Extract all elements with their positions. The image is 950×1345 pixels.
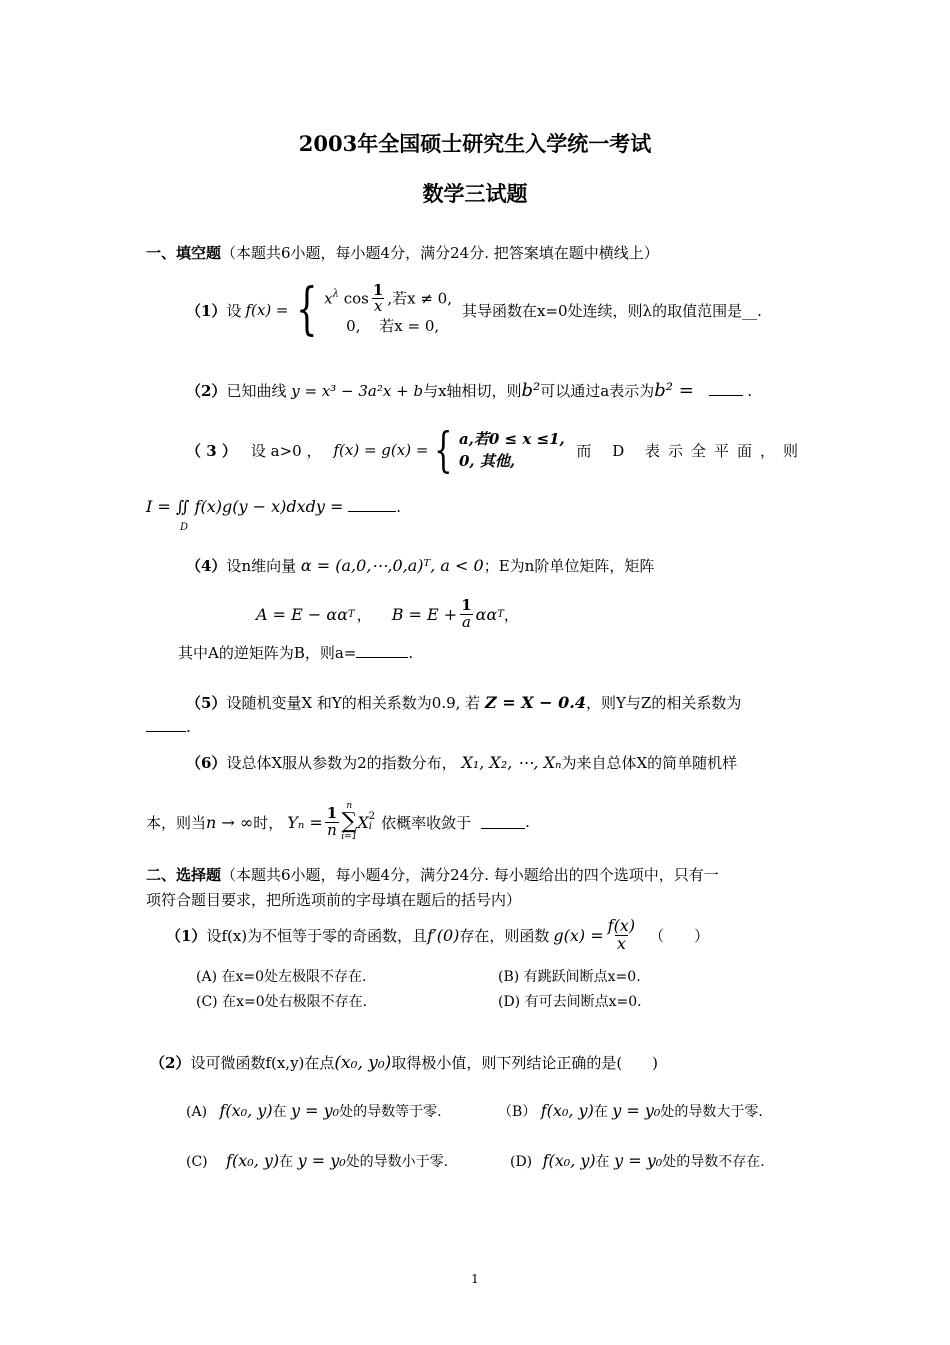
- matrix-B-tail: αα: [475, 604, 498, 624]
- question-text: 取得极小值，则下列结论正确的是( ): [391, 1054, 659, 1072]
- option-c[interactable]: (C) 在x=0处右极限不存在.: [196, 994, 368, 1010]
- summation: [341, 802, 357, 842]
- option-f: f(x₀, y): [219, 1101, 273, 1120]
- case2-condition: 若x = 0,: [379, 317, 440, 335]
- section2-note: （本题共6小题，每小题4分，满分24分. 每小题给出的四个选项中，只有一: [221, 866, 719, 884]
- frac-den: x: [616, 933, 626, 953]
- option-y: y = y₀: [297, 1151, 346, 1170]
- answer-blank[interactable]: [146, 719, 186, 732]
- s2-question-2: [150, 1052, 658, 1073]
- period: .: [525, 813, 530, 831]
- piecewise-cases: [459, 428, 565, 473]
- frac-den: x: [373, 297, 383, 316]
- question-text: 存在，则函数: [459, 926, 550, 945]
- yn-expr: Yₙ =: [287, 812, 323, 832]
- case1-condition: ,若x ≠ 0,: [387, 288, 452, 307]
- function-lhs: f(x) =: [245, 301, 289, 319]
- s1-question-2: [186, 380, 752, 401]
- x-term: X: [357, 812, 369, 832]
- question-number: （6）: [186, 754, 227, 772]
- case1-exponent: λ: [332, 287, 339, 299]
- option-y: y = y₀: [612, 1101, 661, 1120]
- s1-question-4: [186, 555, 654, 576]
- section1-note: （本题共6小题，每小题4分，满分24分. 把答案填在题中横线上）: [221, 244, 659, 262]
- question-number: （4）: [186, 557, 227, 575]
- question-text: 设随机变量X 和Y的相关系数为0.9, 若: [226, 694, 481, 712]
- option-mid: 在: [279, 1154, 294, 1170]
- s1-question-5: [186, 692, 741, 713]
- question-number: （5）: [186, 694, 227, 712]
- question-text: 设总体X服从参数为2的指数分布，: [226, 754, 457, 772]
- case-2: [324, 315, 452, 338]
- section2-heading: 二、选择题: [146, 866, 222, 884]
- integral-expr: I = ∬ f(x)g(y − x)dxdy =: [146, 497, 344, 516]
- gx-expr: g(x) =: [553, 925, 604, 945]
- period: .: [396, 498, 402, 516]
- fraction: [459, 598, 473, 631]
- case-2: 0, 其他,: [458, 452, 516, 470]
- option-d[interactable]: [510, 1151, 765, 1171]
- exam-subtitle: 数学三试题: [422, 181, 528, 206]
- point-expr: (x₀, y₀): [334, 1053, 392, 1073]
- option-label: (D): [510, 1154, 533, 1170]
- frac-num: 1: [461, 596, 472, 614]
- frac-num: f(x): [607, 916, 636, 935]
- s2-question-1: [166, 918, 709, 953]
- s1-question-4-line2: [178, 642, 413, 663]
- option-label: (C): [186, 1154, 208, 1170]
- vector-expr: α = (a,0,⋯,0,a)ᵀ, a < 0: [300, 556, 484, 575]
- transpose-sup: T: [497, 608, 504, 620]
- option-y: y = y₀: [614, 1151, 663, 1170]
- question-number: （1）: [166, 926, 207, 945]
- option-tail: 处的导数不存在.: [662, 1154, 765, 1170]
- left-brace: {: [295, 277, 318, 342]
- fraction: [325, 803, 339, 839]
- question-text: ，则Y与Z的相关系数为: [586, 694, 742, 712]
- exam-title: 2003年全国硕士研究生入学统一考试: [298, 131, 652, 156]
- question-text: 为来自总体X的简单随机样: [561, 754, 738, 772]
- curve-expr: y = x³ − 3a²x + b: [291, 382, 424, 400]
- option-c[interactable]: [186, 1151, 448, 1171]
- b-squared-eq: b² =: [654, 380, 694, 401]
- left-brace: {: [434, 422, 453, 478]
- option-label: (A): [186, 1104, 208, 1120]
- question-text: ；E为n阶单位矩阵，矩阵: [483, 557, 655, 575]
- option-y: y = y₀: [291, 1101, 340, 1120]
- section1-heading: 一、填空题: [146, 244, 222, 262]
- question-text: 而 D 表示全平面，则: [576, 441, 806, 460]
- z-expr: Z = X − 0.4: [484, 693, 586, 712]
- matrix-A: A = E − αα: [256, 604, 348, 624]
- question-text: 依概率收敛于: [381, 813, 472, 832]
- integral-domain: D: [180, 522, 189, 533]
- option-f: f(x₀, y): [226, 1151, 280, 1170]
- question-text: 设 a>0 ，: [250, 441, 322, 460]
- question-text: 时，: [253, 813, 284, 832]
- s1-question-3: [186, 422, 806, 478]
- comma: ，: [503, 605, 519, 624]
- question-number: （2）: [150, 1054, 191, 1072]
- question-text: 本，则当: [146, 813, 207, 832]
- case1-base: x: [324, 288, 333, 307]
- sum-lower: i=1: [341, 832, 358, 842]
- option-b[interactable]: [498, 1101, 763, 1121]
- s1-question-6-line2: [146, 802, 530, 842]
- question-number: （1）: [186, 301, 227, 320]
- case1-fraction: [371, 280, 385, 316]
- question-number: （ 3 ）: [186, 441, 237, 460]
- sum-upper: n: [346, 801, 353, 811]
- question-text-post: 其导函数在x=0处连续，则λ的取值范围是__.: [461, 301, 762, 320]
- frac-num: 1: [372, 280, 384, 299]
- function-expr: f(x) = g(x) =: [333, 441, 429, 459]
- s1-question-5-blank: [146, 718, 191, 736]
- option-f: f(x₀, y): [540, 1101, 594, 1120]
- answer-blank[interactable]: [356, 645, 408, 658]
- answer-blank[interactable]: [348, 499, 396, 512]
- s1-question-4-matrices: A = E − αα T ， B = E + $\frac{1}{a}$ αα T ，: [256, 596, 519, 631]
- option-f: f(x₀, y): [542, 1151, 596, 1170]
- fraction: [606, 918, 637, 953]
- option-b[interactable]: (B) 有跳跃间断点x=0.: [498, 969, 641, 985]
- s1-question-6: [186, 752, 737, 773]
- option-tail: 处的导数等于零.: [339, 1104, 442, 1120]
- question-text: 其中A的逆矩阵为B，则a=: [178, 644, 357, 662]
- question-text: 设可微函数f(x,y)在点: [190, 1054, 335, 1072]
- option-a[interactable]: (A) 在x=0处左极限不存在.: [196, 969, 367, 985]
- sample-expr: X₁, X₂, ⋯, Xₙ: [461, 753, 562, 772]
- answer-paren[interactable]: （ ）: [649, 926, 710, 945]
- piecewise-cases: [324, 280, 452, 338]
- page-number: 1: [471, 1272, 479, 1286]
- question-text: 设n维向量: [226, 557, 297, 575]
- frac-den: n: [327, 820, 337, 839]
- section1-header: [146, 242, 659, 263]
- option-a[interactable]: [186, 1101, 442, 1121]
- question-text: 与x轴相切，则: [423, 382, 522, 400]
- s1-question-3-integral: [146, 497, 401, 516]
- answer-blank[interactable]: [709, 383, 743, 396]
- section2-header: [146, 864, 719, 885]
- question-text: 设f(x)为不恒等于零的奇函数，且: [206, 926, 428, 945]
- option-d[interactable]: (D) 有可去间断点x=0.: [498, 994, 642, 1010]
- question-text: 可以通过a表示为: [540, 382, 655, 400]
- frac-num: 1: [326, 803, 338, 822]
- transpose-sup: T: [348, 608, 355, 620]
- option-tail: 处的导数大于零.: [660, 1104, 763, 1120]
- answer-blank[interactable]: [481, 816, 525, 829]
- question-number: （2）: [186, 382, 227, 400]
- case-1: a,若0 ≤ x ≤1,: [458, 429, 565, 448]
- matrix-B: B = E +: [391, 604, 458, 624]
- case1-cos: cos: [343, 288, 369, 307]
- option-tail: 处的导数小于零.: [345, 1154, 449, 1170]
- s1-question-1: [186, 277, 762, 342]
- question-text: 已知曲线: [226, 382, 287, 400]
- option-mid: 在: [272, 1104, 287, 1120]
- case-1: [324, 280, 452, 316]
- limit-expr: n → ∞: [206, 812, 254, 832]
- period: .: [408, 644, 414, 662]
- frac-den: a: [461, 612, 471, 631]
- option-label: （B）: [498, 1104, 537, 1120]
- period: .: [747, 382, 753, 400]
- question-text: 设: [226, 301, 242, 320]
- option-mid: 在: [593, 1104, 608, 1120]
- fprime-expr: f′(0): [427, 925, 460, 945]
- b-squared: b²: [521, 380, 541, 401]
- section2-note-line2: 项符合题目要求，把所选项前的字母填在题后的括号内）: [146, 891, 522, 909]
- option-mid: 在: [595, 1154, 610, 1170]
- case2-expr: 0,: [346, 317, 361, 335]
- sum-sign: ∑: [341, 809, 358, 834]
- x-sup: 2: [368, 811, 376, 822]
- x-sub: i: [368, 821, 372, 832]
- period: .: [186, 718, 191, 736]
